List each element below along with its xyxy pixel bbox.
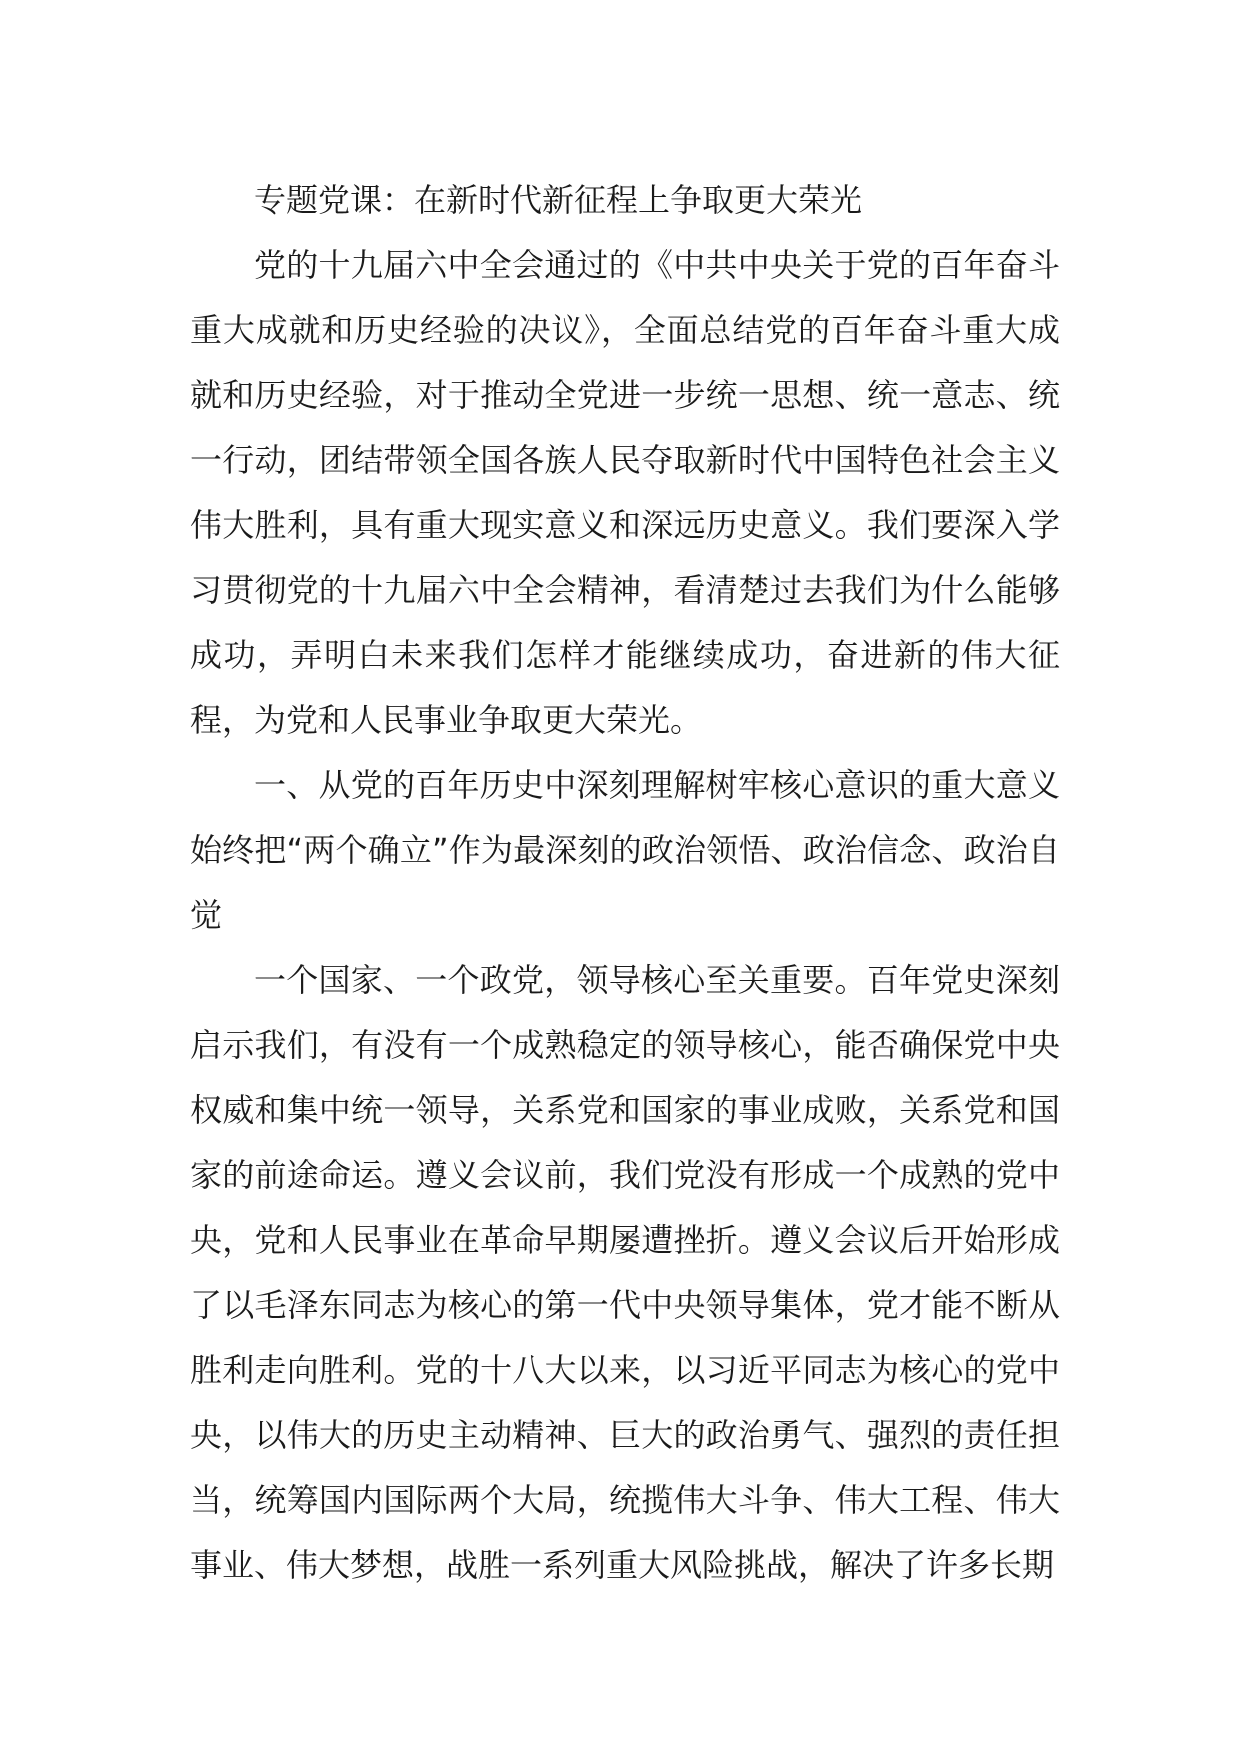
- intro-paragraph: 党的十九届六中全会通过的《中共中央关于党的百年奋斗重大成就和历史经验的决议》，全面总结党的百年奋斗重大成就和历史经验，对于推动全党进一步统一思想、统一意志、统一行动，团结带领全国各族人民夺取新时代中国特色社会主义伟大胜利，具有重大现实意义和深远历史意义。我们要深入学习贯彻党的十九届六中全会精神，看清楚过去我们为什么能够成功，弄明白未来我们怎样才能继续成功，奋进新的伟大征程，为党和人民事业争取更大荣光。: [190, 246, 1060, 739]
- section-heading-1: 一、从党的百年历史中深刻理解树牢核心意识的重大意义始终把“两个确立”作为最深刻的政治领悟、政治信念、政治自觉: [190, 766, 1060, 934]
- document-body: [190, 168, 1060, 1598]
- document-title: 专题党课：在新时代新征程上争取更大荣光: [254, 181, 863, 219]
- body-paragraph: 一个国家、一个政党，领导核心至关重要。百年党史深刻启示我们，有没有一个成熟稳定的领导核心，能否确保党中央权威和集中统一领导，关系党和国家的事业成败，关系党和国家的前途命运。遵义会议前，我们党没有形成一个成熟的党中央，党和人民事业在革命早期屡遭挫折。遵义会议后开始形成了以毛泽东同志为核心的第一代中央领导集体，党才能不断从胜利走向胜利。党的十八大以来，以习近平同志为核心的党中央，以伟大的历史主动精神、巨大的政治勇气、强烈的责任担当，统筹国内国际两个大局，统揽伟大斗争、伟大工程、伟大事业、伟大梦想，战胜一系列重大风险挑战，解决了许多长期: [190, 961, 1060, 1584]
